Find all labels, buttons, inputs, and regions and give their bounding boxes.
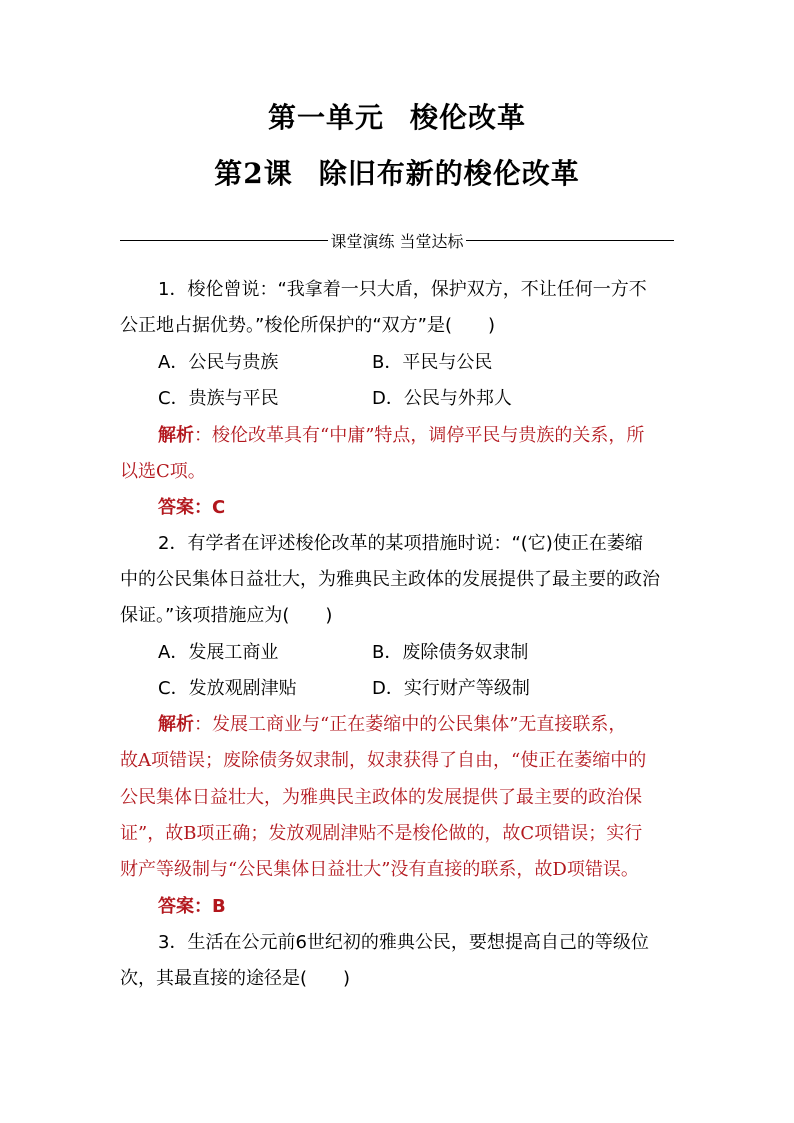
q1-answer-label: 答案 — [158, 497, 194, 518]
section-banner — [120, 228, 674, 252]
q2-stem-line-2: 中的公民集体日益壮大，为雅典民主政体的发展提供了最主要的政治 — [120, 569, 660, 590]
q2-answer — [158, 895, 226, 919]
q1-option-b: B．平民与公民 — [372, 352, 493, 373]
q1-analysis-label: 解析 — [158, 425, 194, 446]
banner-rule-left — [120, 240, 328, 241]
unit-number: 第一单元 — [267, 101, 384, 134]
unit-name: 梭伦改革 — [410, 101, 527, 134]
q1-option-d: D．公民与外邦人 — [372, 388, 512, 409]
q2-option-c: C．发放观剧津贴 — [158, 678, 297, 699]
q2-analysis-label: 解析 — [158, 714, 194, 735]
q1-option-a: A．公民与贵族 — [158, 352, 279, 373]
q1-stem-line-2: 公正地占据优势。”梭伦所保护的“双方”是( ) — [120, 315, 496, 336]
lesson-title — [0, 152, 794, 192]
q2-analysis-text-1: ：发展工商业与“正在萎缩中的公民集体”无直接联系， — [194, 714, 627, 735]
q1-analysis-line-1 — [158, 424, 644, 448]
q2-answer-label: 答案 — [158, 896, 194, 917]
q2-stem-line-3: 保证。”该项措施应为( ) — [120, 605, 333, 626]
q2-analysis-line-4: 证”，故B项正确；发放观剧津贴不是梭伦做的，故C项错误；实行 — [120, 823, 643, 844]
q2-analysis-line-3: 公民集体日益壮大，为雅典民主政体的发展提供了最主要的政治保 — [120, 787, 642, 808]
q3-stem-line-1: 3．生活在公元前6世纪初的雅典公民，要想提高自己的等级位 — [158, 932, 649, 953]
q2-option-b: B．废除债务奴隶制 — [372, 642, 529, 663]
q1-answer — [158, 496, 225, 520]
q2-analysis-line-2: 故A项错误；废除债务奴隶制，奴隶获得了自由，“使正在萎缩中的 — [120, 750, 647, 771]
q1-stem-line-1: 1．梭伦曾说：“我拿着一只大盾，保护双方，不让任何一方不 — [158, 279, 647, 300]
banner-rule-right — [466, 240, 674, 241]
q2-option-d: D．实行财产等级制 — [372, 678, 530, 699]
q1-analysis-line-2: 以选C项。 — [120, 461, 206, 482]
unit-title — [0, 96, 794, 136]
q1-option-c: C．贵族与平民 — [158, 388, 279, 409]
q2-answer-value: ：B — [194, 896, 226, 917]
q2-analysis-line-1 — [158, 713, 626, 737]
q2-option-a: A．发展工商业 — [158, 642, 279, 663]
q2-analysis-line-5: 财产等级制与“公民集体日益壮大”没有直接的联系，故D项错误。 — [120, 859, 639, 880]
q3-stem-line-2: 次，其最直接的途径是( ) — [120, 968, 351, 989]
q1-answer-value: ：C — [194, 497, 226, 518]
lesson-number: 第2课 — [214, 157, 293, 190]
q1-analysis-text-1: ：梭伦改革具有“中庸”特点，调停平民与贵族的关系，所 — [194, 425, 645, 446]
q2-stem-line-1: 2．有学者在评述梭伦改革的某项措施时说：“(它)使正在萎缩 — [158, 533, 643, 554]
lesson-name: 除旧布新的梭伦改革 — [318, 157, 580, 190]
section-banner-text: 课堂演练 当堂达标 — [330, 231, 464, 251]
